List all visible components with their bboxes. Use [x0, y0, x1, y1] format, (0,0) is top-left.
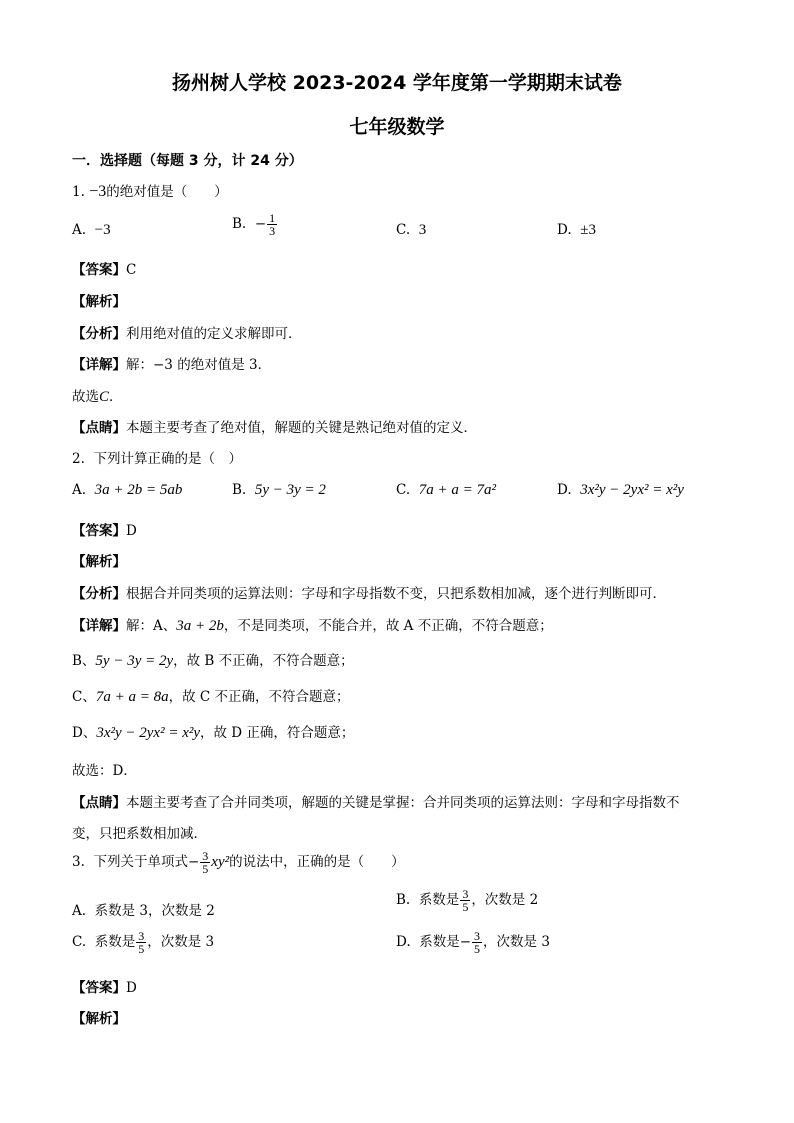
math-expression: −3: [89, 183, 107, 200]
question-text: 下列关于单项式: [93, 854, 188, 870]
q3-analysis: [72, 1007, 126, 1027]
point-text: 本题主要考查了绝对值，解题的关键是熟记绝对值的定义．: [126, 420, 477, 436]
q1-option-a: [72, 222, 111, 239]
point-text: 本题主要考查了合并同类项，解题的关键是掌握：合并同类项的运算法则：字母和字母指数不: [126, 795, 680, 811]
detail-expression: 3x²y − 2yx² = x²y: [96, 725, 201, 741]
q2-point-cont: 变，只把系数相加减．: [72, 826, 207, 842]
question-3-stem: [72, 850, 405, 875]
detail-tag: 【详解】: [72, 357, 126, 373]
q2-option-b: [232, 482, 326, 499]
fenxi-text: 利用绝对值的定义求解即可．: [126, 326, 302, 342]
option-expression: 3a + 2b = 5ab: [94, 482, 183, 498]
choose-suffix: ．: [109, 389, 123, 405]
option-label: C.: [396, 222, 411, 238]
answer-tag: 【答案】: [72, 523, 126, 539]
q3-answer: [72, 976, 137, 996]
option-label: C.: [396, 482, 411, 498]
option-value: ±3: [580, 222, 596, 238]
fraction-denominator: 5: [474, 942, 481, 956]
fenxi-tag: 【分析】: [72, 326, 126, 342]
q1-option-b: [232, 212, 278, 237]
fraction-numerator: 3: [474, 929, 481, 943]
fenxi-tag: 【分析】: [72, 586, 126, 602]
detail-text: 解：A、: [126, 618, 177, 634]
detail-label: D、: [72, 725, 97, 741]
option-label: D.: [557, 222, 572, 238]
fraction: [472, 930, 482, 955]
detail-text: ，故 C 不正确，不符合题意；: [168, 689, 350, 705]
detail-text: ，不是同类项，不能合并，故 A 不正确，不符合题意；: [223, 618, 553, 634]
choose-text: 故选: [72, 389, 99, 405]
q2-option-a: [72, 482, 182, 499]
question-1-stem: [72, 180, 228, 201]
q2-detail-c: [72, 685, 350, 706]
fraction-denominator: 5: [462, 900, 469, 914]
q2-option-d: [557, 482, 684, 499]
fraction: [136, 930, 146, 955]
analysis-tag: 【解析】: [72, 294, 126, 310]
q1-point: [72, 416, 477, 436]
option-label: C.: [72, 934, 87, 950]
option-text: 系数是 3，次数是 2: [94, 903, 215, 919]
q1-option-c: [396, 222, 426, 239]
option-text: 系数是: [418, 892, 460, 908]
q3-option-b: [396, 888, 538, 913]
fraction-denominator: 5: [202, 862, 209, 876]
question-2-stem: [72, 447, 242, 467]
document-subtitle: 七年级数学: [349, 116, 445, 138]
point-tag: 【点睛】: [72, 795, 126, 811]
answer-tag: 【答案】: [72, 262, 126, 278]
detail-text: ，故 B 不正确，不符合题意；: [173, 653, 354, 669]
option-label: B.: [232, 216, 247, 232]
fraction-numerator: 1: [269, 211, 276, 225]
fraction-numerator: 3: [138, 929, 145, 943]
fraction: [267, 212, 277, 237]
option-expression: 5y − 3y = 2: [254, 482, 326, 498]
detail-expression: 5y − 3y = 2y: [95, 653, 174, 669]
q2-answer: [72, 519, 137, 539]
option-text: ，次数是 2: [471, 892, 539, 908]
q3-option-a: [72, 899, 215, 919]
question-text: 的说法中，正确的是（ ）: [229, 854, 405, 870]
q1-fenxi: [72, 322, 302, 342]
option-label: A.: [72, 482, 87, 498]
q2-detail: [72, 614, 553, 635]
option-text: ，次数是 3: [147, 934, 215, 950]
option-label: A.: [72, 903, 87, 919]
detail-expression: 3a + 2b: [176, 618, 224, 634]
q1-analysis: [72, 290, 126, 310]
q1-choose: [72, 385, 123, 406]
fraction-numerator: 3: [462, 887, 469, 901]
option-value: −3: [94, 222, 111, 238]
question-number: 2.: [72, 451, 85, 467]
q2-detail-b: [72, 649, 354, 670]
option-label: D.: [557, 482, 572, 498]
option-text: 系数是: [419, 934, 460, 950]
detail-label: B、: [72, 653, 96, 669]
option-label: B.: [232, 482, 247, 498]
minus-sign: −: [254, 216, 267, 232]
answer-value: D: [126, 523, 137, 539]
q2-fenxi: [72, 582, 666, 602]
answer-tag: 【答案】: [72, 980, 126, 996]
q2-detail-d: [72, 721, 354, 742]
answer-value: D: [126, 980, 137, 996]
q2-option-c: [396, 482, 496, 499]
point-tag: 【点睛】: [72, 420, 126, 436]
fraction-denominator: 5: [138, 942, 145, 956]
option-text: 系数是: [94, 934, 136, 950]
fraction-numerator: 3: [202, 849, 209, 863]
fraction: [200, 850, 210, 875]
section-heading: 一．选择题（每题 3 分，计 24 分）: [72, 153, 303, 169]
question-text: 下列计算正确的是（ ）: [93, 451, 242, 467]
detail-expression: 7a + a = 8a: [95, 689, 169, 705]
q1-answer: [72, 258, 136, 278]
fraction-denominator: 3: [269, 224, 276, 238]
answer-value: C: [126, 262, 137, 278]
option-expression: 7a + a = 7a²: [418, 482, 496, 498]
q2-point: [72, 791, 680, 811]
analysis-tag: 【解析】: [72, 1011, 126, 1027]
option-label: D.: [396, 934, 411, 950]
option-label: A.: [72, 222, 87, 238]
fenxi-text: 根据合并同类项的运算法则：字母和字母指数不变，只把系数相加减，逐个进行判断即可．: [126, 586, 666, 602]
q2-choose: 故选：D．: [72, 763, 137, 779]
option-text: ，次数是 3: [483, 934, 550, 950]
option-expression: 3x²y − 2yx² = x²y: [580, 482, 684, 498]
option-value: 3: [418, 222, 427, 238]
detail-text: ，故 D 正确，符合题意；: [200, 725, 355, 741]
analysis-tag: 【解析】: [72, 554, 126, 570]
q3-option-d: [396, 930, 550, 955]
math-variable: xy²: [211, 854, 230, 870]
fraction: [460, 888, 470, 913]
detail-tag: 【详解】: [72, 618, 126, 634]
q1-detail: [72, 353, 271, 373]
choose-value: C: [99, 389, 110, 405]
q2-analysis: [72, 550, 126, 570]
minus-sign: −: [459, 934, 472, 950]
option-label: B.: [396, 892, 411, 908]
detail-text: 解：−3 的绝对值是 3．: [126, 357, 272, 373]
document-title: 扬州树人学校 2023-2024 学年度第一学期期末试卷: [172, 72, 622, 94]
question-number: 3.: [72, 854, 85, 870]
question-number: 1.: [72, 184, 85, 200]
detail-label: C、: [72, 689, 96, 705]
q1-option-d: [557, 222, 596, 239]
minus-sign: −: [187, 854, 200, 870]
question-text: 的绝对值是（ ）: [106, 184, 228, 200]
q3-option-c: [72, 930, 214, 955]
